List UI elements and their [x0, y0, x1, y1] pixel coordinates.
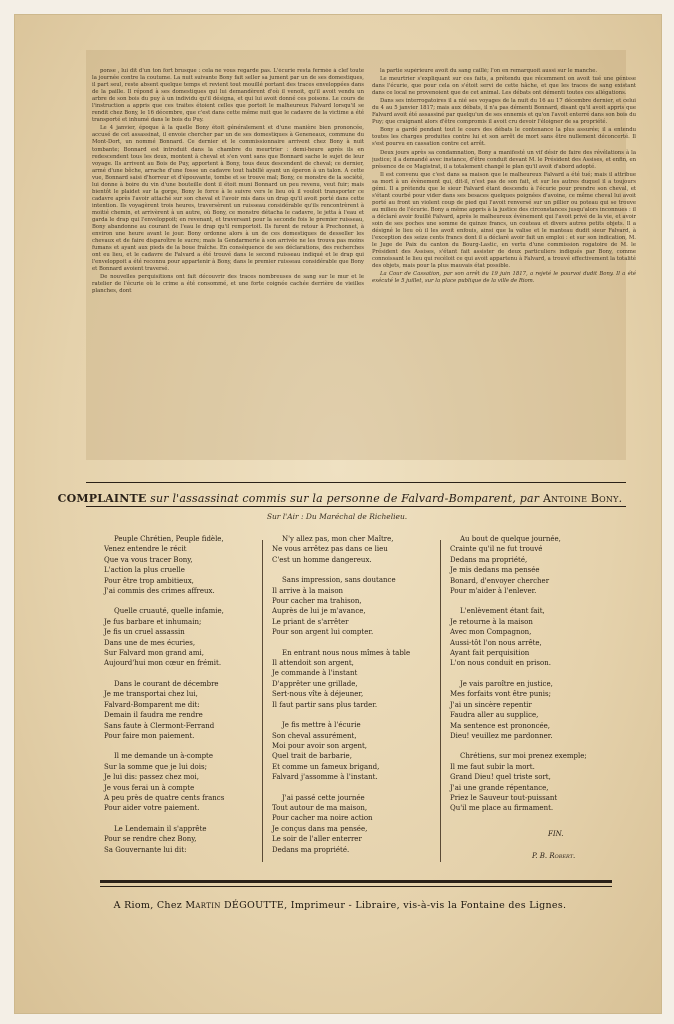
imprint-lead: A Riom, Chez	[113, 900, 186, 911]
verse-line: Et comme un fameux brigand,	[272, 762, 380, 771]
verse-line: Au bout de quelque journée,	[460, 535, 561, 543]
verse-line: Je mis dedans ma pensée	[450, 566, 540, 575]
verse-line: Aussi-tôt l'on nous arrête,	[450, 638, 542, 647]
verse-line: Le Lendemain il s'apprête	[114, 824, 207, 833]
verse-line: Le soir de l'aller enterrer	[272, 835, 362, 844]
title-end: .	[618, 492, 623, 505]
verse-line: Quel trait de barbarie,	[272, 752, 352, 761]
verse-line: Je fis mettre à l'écurie	[282, 721, 361, 730]
verse-line: J'ai commis des crimes affreux.	[104, 587, 215, 596]
title-rule-bottom	[86, 506, 626, 507]
verse-line: Ma sentence est prononcée,	[450, 721, 551, 730]
verse-line: Le priant de s'arrêter	[272, 617, 349, 626]
imprint-tail: , Imprimeur - Libraire, vis-à-vis la Fontaine des Lignes.	[284, 900, 567, 911]
verse-line: Venez entendre le récit	[104, 545, 187, 554]
verse-line: Je retourne à la maison	[450, 617, 533, 626]
verse-line: A peu près de quatre cents francs	[104, 793, 225, 802]
verse-line: Faudra aller au supplice,	[450, 711, 539, 720]
prose-paragraph: De nouvelles perquisitions ont fait découvrir des traces nombreuses de sang sur le mur et le ratelier de l'écurie où le crime a été consommé, et une forte coignée cachée derrière de vieilles planches, dont	[92, 274, 364, 295]
stanza	[272, 534, 410, 565]
verse-line: Je vous ferai un à compte	[104, 783, 195, 792]
verse-line: Sur la somme que je lui dois;	[104, 762, 207, 771]
verse-line: Je commande à l'instant	[272, 669, 358, 678]
title-mid: sur l'assassinat commis sur la personne de Falvard-Bomparent, par	[146, 492, 543, 505]
verse-line: Sur Falvard mon grand ami,	[104, 649, 204, 658]
verse-line: Je lui dis: passez chez moi,	[104, 773, 199, 782]
verse-line: Demain il faudra me rendre	[104, 711, 203, 720]
verse-line: Pour aider votre paiement.	[104, 804, 200, 813]
stanza	[450, 606, 587, 668]
stanza	[272, 793, 410, 855]
stanza	[272, 575, 410, 637]
prose-left-column	[92, 68, 364, 468]
stanza	[104, 679, 224, 741]
complainte-title	[50, 492, 630, 505]
verse-line: Sans faute à Clermont-Ferrand	[104, 721, 215, 730]
stanza	[104, 824, 224, 855]
column-divider-2	[440, 540, 441, 862]
verse-line: C'est un homme dangereux.	[272, 555, 372, 564]
verse-line: Ayant fait perquisition	[450, 649, 530, 658]
verse-line: Il attendoit son argent,	[272, 659, 354, 668]
verse-line: Je fis un cruel assassin	[104, 628, 185, 637]
verse-line: Priez le Sauveur tout-puissant	[450, 793, 558, 802]
verse-line: Dans le courant de décembre	[114, 679, 219, 688]
verse-line: L'enlèvement étant fait,	[460, 607, 545, 616]
prose-paragraph: Deux jours après sa condamnation, Bony a manifesté un vif désir de faire des révélations à la justice; il a demandé avec instance, d'être conduit devant M. le Président des Assises, et enfin, en présence de ce Magistrat, il a totalement changé le plan qu'il avoit d'abord adopté.	[372, 149, 636, 170]
verse-line: Bonard, d'envoyer chercher	[450, 576, 550, 585]
verse-line: En entrant nous nous mîmes à table	[282, 648, 411, 657]
verse-line: Peuple Chrétien, Peuple fidèle,	[114, 535, 224, 543]
prose-paragraph: ponse , lui dit d'un ton fort brusque : cela ne vous regarde pas. L'écurie resta fermée à clef toute la journée contre la coutume. La nuit suivante Bony fait seller sa jument par un de ses domestiques, il part seul, reste absent quelque temps et revient tout mouillé portant des traces enveloppées dans de la paille. Il répond à ses domestiques qui lui demandèrent d'où il venoit, qu'il avoit vendu un arbre de son bois du puy à un individu qu'il désigna, et qui lui avoit donné ces poisons. Le cours de l'instruction a appris que ces traites étoient celles que portoit le malheureux Falvard lorsqu'il se rendit chez Bony, le 16 décembre, que c'est dans cette même nuit que le cadavre de la victime a été transporté et inhumé dans le bois du Puy.	[92, 68, 364, 124]
title-start: COMPLAINTE	[57, 492, 147, 505]
verse-column-3	[450, 534, 587, 824]
verse-line: L'action la plus cruelle	[104, 566, 185, 575]
verse-line: Je conçus dans ma pensée,	[272, 824, 368, 833]
stanza	[104, 534, 224, 596]
verse-line: Sert-nous vîte à déjeuner,	[272, 690, 364, 699]
prose-right-column	[372, 68, 636, 468]
verse-line: Je vais paroître en justice,	[460, 679, 553, 688]
verse-line: Quelle cruauté, quelle infamie,	[114, 607, 224, 616]
imprint-rule-thick	[100, 880, 612, 883]
verse-column-1	[104, 534, 224, 865]
prose-paragraph: Il est convenu que c'est dans sa maison que le malheureux Falvard a été tué; mais il attribue sa mort à un évènement qui, dit-il, n'est pas de son fait, et sur les autres duquel il a toujours gémi. Il a prétendu que le sieur Falvard étant descendu à l'écurie pour prendre son cheval, et s'étant courbé pour vider dans ses besaces quelques poignées d'avoine, ce même cheval lui avoit porté au front un violent coup de pied qui l'avoit renversé sur un pillier ou poteau qui se trouve au milieu de l'écurie. Bony a même appris à la justice des circonstances jusqu'alors inconnues : il a déclaré avoir fouillé Falvard, après le malheureux évènement qui l'avoit privé de la vie, et avoir soin de ses poches une somme de quinze francs, un couteau et divers autres petits objets. Il a désigné le lieu où il les avoit enfouis, ainsi que la valise et le manteau dudit sieur Falvard, à l'exception des seize cents francs dont il a déclaré avoir fait un emploi : et sur son indication, M. le Juge de Paix du canton du Bourg-Lastic, en vertu d'une commission rogatoire de M. le Président des Assises, s'étant fait assister de deux particuliers indiqués par Bony, comme connoissant le lieu qui recéloit ce qui avoit appartenu à Falvard, a trouvé effectivement la totalité des objets, mais pour la plus mauvais état possible.	[372, 171, 636, 270]
verse-line: Dedans ma propriété,	[450, 555, 528, 564]
verse-line: Il faut partir sans plus tarder.	[272, 700, 378, 709]
verse-line: Il arrive à la maison	[272, 586, 344, 595]
imprint-rule-thin	[100, 886, 612, 887]
verse-line: J'ai un sincère repentir	[450, 700, 532, 709]
verse-line: J'ai une grande répentance,	[450, 783, 549, 792]
verse-line: Sa Gouvernante lui dit:	[104, 845, 187, 854]
verse-line: D'apprêter une grillade,	[272, 679, 358, 688]
verse-line: L'on nous conduit en prison.	[450, 659, 551, 668]
verse-line: Je me transportai chez lui,	[104, 690, 198, 699]
verse-line: Sans impression, sans doutance	[282, 576, 396, 585]
title-rule-top	[86, 482, 626, 483]
prose-paragraph: Bony a gardé pendant tout le cours des débats le contenance la plus assurée; il a entendu toutes les charges produites contre lui et son arrêt de mort sans être nullement déconcerté. Il s'est pourvu en cassation contre cet arrêt.	[372, 127, 636, 148]
verse-line: Grand Dieu! quel triste sort,	[450, 773, 551, 782]
verse-column-2	[272, 534, 410, 865]
verse-line: Que va vous tracer Bony,	[104, 555, 193, 564]
air-line: Sur l'Air : Du Maréchal de Richelieu.	[266, 512, 408, 521]
verse-line: Dieu! veuillez me pardonner.	[450, 731, 553, 740]
verse-line: Dans une de mes écuries,	[104, 638, 196, 647]
verse-line: Avec mon Compagnon,	[450, 628, 532, 637]
verse-line: Chrétiens, sur moi prenez exemple;	[460, 752, 587, 761]
stanza	[104, 751, 224, 813]
verse-line: Pour cacher ma trahison,	[272, 597, 362, 606]
verse-line: Tout autour de ma maison,	[272, 803, 368, 812]
verse-line: N'y allez pas, mon cher Maître,	[282, 535, 394, 543]
fin-label: FIN.	[548, 830, 564, 838]
stanza	[450, 534, 587, 596]
verse-line: Pour m'aider à l'enlever.	[450, 587, 537, 596]
verse-line: J'ai passé cette journée	[282, 793, 365, 802]
verse-line: Crainte qu'il ne fut trouvé	[450, 545, 543, 554]
imprint-line	[60, 900, 620, 911]
verse-line: Qu'il me place au firmament.	[450, 804, 554, 813]
verse-author: P. B. Robert.	[532, 852, 576, 860]
column-divider-1	[262, 540, 263, 862]
verse-line: Falvard j'assomme à l'instant.	[272, 773, 378, 782]
prose-paragraph: la partie supérieure avoit du sang caillé; l'on en remarquoit aussi sur le manche.	[380, 68, 598, 74]
verse-line: Auprès de lui je m'avance,	[272, 607, 366, 616]
stanza	[272, 720, 410, 782]
prose-paragraph: Dans ses interrogatoires il a nié ses voyages de la nuit du 16 au 17 décembre dernier, et celui du 4 au 5 janvier 1817; mais aux débats, il n'a pas démenti Bonnard, disant qu'il avoit appris que Falvard avoit été assassiné par quelqu'un de ses ennemis et qu'on l'avoit enterré dans son bois du Puy; que craignant alors d'être compromis il avoit cru devoir l'éloigner de sa propriété.	[372, 98, 636, 126]
verse-line: Aujourd'hui mon cœur en frémit.	[104, 659, 222, 668]
verse-line: Dedans ma propriété.	[272, 845, 350, 854]
prose-paragraph: Le meurtrier s'expliquant sur ces faits, a prétendu que récemment on avoit tué une génisse dans l'écurie, que pour cela on s'étoit servi de cette hâche, et que les traces de sang existant dans ce local ne provenoient que de cet animal. Les débats ont démenti toutes ces allégations.	[372, 76, 636, 97]
verse-line: Ne vous arrêtez pas dans ce lieu	[272, 545, 388, 554]
prose-paragraph: Le 4 janvier, époque à la quelle Bony étoit généralement et d'une manière bien prononcée, accusé de cet assassinat, il envoie chercher par un de ses domestiques à Geneneaux, commune du Mont-Dort, un nommé Bonnard. Ce dernier et le commissionnaire arrivent chez Bony à nuit tombante; Bonnard est introduit dans la chambre du meurtrier : demi-heure après ils en redescendent tous les deux, montent à cheval et s'en vont sans que Bonnard sache le sujet de leur voyage. Ils arrivent au Bois de Puy, apportent à Bony, tous deux descendent de cheval; ce dernier, armé d'une bêche, arrache d'une fosse un cadavre tout habillé ayant un éperon à un talon. A cette vue, Bonnard saisi d'horreur et d'épouvante, tombe et se trouve mal; Bony, ce monstre de la société, lui donne à boire du vin d'une bouteille dont il étoit muni Bonnard un peu revenu, veut fuir; mais bientôt le plaidet sur la gorge, Bony le force à le suivre vers le lieu où il vouloit transporter ce cadavre après l'avoir attaché sur son cheval et l'avoir mis dans un drap qu'il avoit porté dans cette intention. Ils voyagèrent trois heures, traversèrent un ruisseau considérable qu'ils rencontrèrent à moitié chemin, et arrivèrent à un autre, où Bony, ce monstre détacha le cadavre, le jetta à l'eau et garda le drap qui l'enveloppoit; en revenant, et traversant pour la seconde fois le premier ruisseau, Bony abandonne au courant de l'eau le drap qu'il remportoit. Ils furent de retour à Prechonnet, à environ une heure avant le jour. Bony ordonne alors à un de ces domestiques de desseller les chevaux et de faire disparoître le sucre; mais la Gendarmerie à son arrivée ne les trouva pas moins fumans et ayant aux pieds de la boue fraîche. En conséquence de ses déclarations, des recherches ont eu lieu, et le cadavre de Falvard a été trouvé dans le second ruisseau indiqué et le drap qui l'enveloppoit a été reconnu pour appartenir à Bony, dans le premier ruisseau considérable que Bony et Bonnard avoient traversé.	[92, 125, 364, 273]
verse-line: Mes forfaits vont être punis;	[450, 690, 551, 699]
verse-line: Pour se rendre chez Bony,	[104, 835, 197, 844]
stanza	[272, 648, 410, 710]
verse-line: Son cheval assurément,	[272, 731, 357, 740]
verse-line: Pour cacher ma noire action	[272, 814, 373, 823]
verse-line: Falvard-Bomparent me dit:	[104, 700, 200, 709]
verse-line: Pour faire mon paiement.	[104, 731, 195, 740]
imprint-printer: Martin DÉGOUTTE	[185, 900, 285, 911]
verse-line: Pour son argent lui compter.	[272, 628, 374, 637]
verse-line: Je fus barbare et inhumain;	[104, 617, 202, 626]
prose-paragraph: La Cour de Cassation, par son arrêt du 19 juin 1817, a rejeté le pourvoi dudit Bony. Il a été exécuté le 5 juillet, sur la place publique de la ville de Riom.	[372, 271, 636, 285]
verse-line: Pour être trop ambitieux,	[104, 576, 194, 585]
stanza	[450, 679, 587, 741]
verse-line: Il me faut subir la mort.	[450, 762, 535, 771]
verse-line: Moi pour avoir son argent,	[272, 741, 368, 750]
stanza	[450, 751, 587, 813]
stanza	[104, 606, 224, 668]
verse-line: Il me demande un à-compte	[114, 752, 214, 761]
title-author: Antoine Bony	[542, 492, 619, 505]
